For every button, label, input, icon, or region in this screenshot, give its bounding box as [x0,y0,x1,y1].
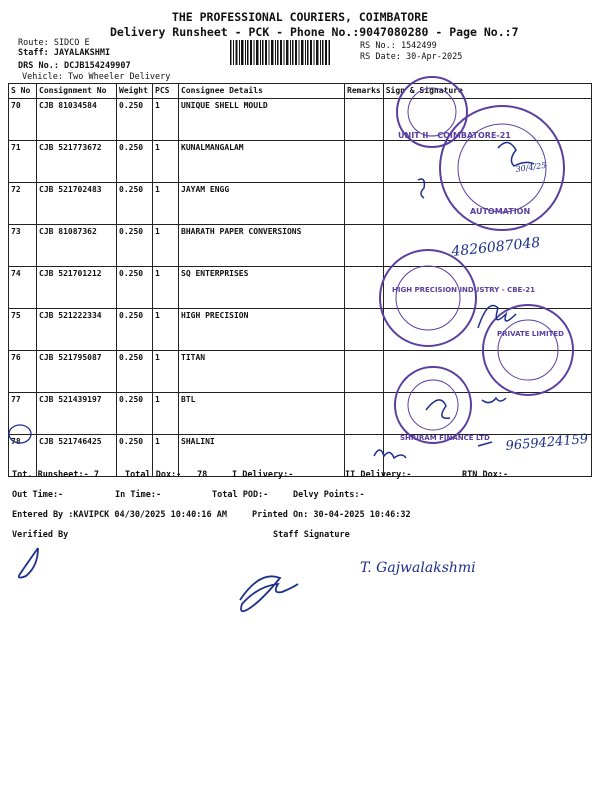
rs-date: RS Date: 30-Apr-2025 [360,52,463,62]
stamp-5-text: SHRIRAM FINANCE LTD [400,434,490,442]
stamp-4-text: PRIVATE LIMITED [497,330,564,338]
cell-consignee: SHALINI [179,435,345,477]
cell-consignee: BTL [179,393,345,435]
table-row [9,183,592,225]
total-pod: Total POD:- [212,490,269,500]
tot-runsheet: Tot. Runsheet:- 7 [12,470,99,480]
cell-sno: 72 [9,183,37,225]
cell-remarks [345,393,384,435]
barcode [230,40,330,65]
handwritten-phone-2: 9659424159 [505,431,589,454]
verified-by: Verified By [12,530,69,540]
cell-consignment: CJB 81034584 [37,99,117,141]
cell-pcs: 1 [153,99,179,141]
cell-pcs: 1 [153,309,179,351]
cell-sno: 78 [9,435,37,477]
cell-weight: 0.250 [117,267,153,309]
cell-sno: 71 [9,141,37,183]
cell-weight: 0.250 [117,141,153,183]
cell-pcs: 1 [153,435,179,477]
cell-consignee: SQ ENTERPRISES [179,267,345,309]
cell-consignment: CJB 521701212 [37,267,117,309]
col-header-consignee: Consignee Details [179,84,345,99]
cell-consignment: CJB 521773672 [37,141,117,183]
cell-weight: 0.250 [117,309,153,351]
staff-signature-label: Staff Signature [273,530,350,540]
rtn-dox: RTN Dox:- [462,470,509,480]
cell-pcs: 1 [153,183,179,225]
table-row [9,99,592,141]
cell-consignment: CJB 521702483 [37,183,117,225]
col-header-weight: Weight [117,84,153,99]
cell-consignment: CJB 81087362 [37,225,117,267]
route-label: Route: SIDCO E [18,38,90,48]
cell-weight: 0.250 [117,393,153,435]
cell-remarks [345,99,384,141]
table-header-row [9,84,592,99]
cell-weight: 0.250 [117,99,153,141]
table-row [9,141,592,183]
col-header-remarks: Remarks [345,84,384,99]
cell-remarks [345,141,384,183]
verified-by-signature [19,548,38,578]
cell-pcs: 1 [153,393,179,435]
cell-signature [383,141,591,183]
cell-pcs: 1 [153,267,179,309]
cell-remarks [345,183,384,225]
total-dox-value: 78 [197,470,208,480]
in-time: In Time:- [115,490,162,500]
entered-by: Entered By :KAVIPCK 04/30/2025 10:40:16 AM [12,510,227,520]
table-row [9,351,592,393]
col-header-pcs: PCS [153,84,179,99]
cell-consignee: JAYAM ENGG [179,183,345,225]
cell-consignment: CJB 521795087 [37,351,117,393]
table-row [9,309,592,351]
cell-remarks [345,267,384,309]
stamp-3-text: HIGH PRECISION INDUSTRY - CBE-21 [392,286,535,294]
cell-consignee: HIGH PRECISION [179,309,345,351]
col-header-consignment: Consignment No [37,84,117,99]
staff-label: Staff: JAYALAKSHMI [18,48,111,58]
cell-sno: 75 [9,309,37,351]
cell-consignment: CJB 521222334 [37,309,117,351]
vehicle-label: Vehicle: Two Wheeler Delivery [22,72,171,82]
table-row [9,267,592,309]
stamp-1-text: UNIT II - COIMBATORE-21 [398,131,511,140]
cell-weight: 0.250 [117,435,153,477]
staff-signature-scribble [240,576,298,611]
handwritten-phone-1: 4826087048 [450,234,542,260]
cell-consignee: KUNALMANGALAM [179,141,345,183]
cell-signature [383,225,591,267]
cell-weight: 0.250 [117,225,153,267]
cell-consignment: CJB 521746425 [37,435,117,477]
cell-consignee: UNIQUE SHELL MOULD [179,99,345,141]
cell-sno: 74 [9,267,37,309]
cell-remarks [345,351,384,393]
delvy-points: Delvy Points:- [293,490,365,500]
cell-pcs: 1 [153,141,179,183]
cell-pcs: 1 [153,225,179,267]
printed-on: Printed On: 30-04-2025 10:46:32 [252,510,411,520]
cell-sno: 70 [9,99,37,141]
cell-weight: 0.250 [117,183,153,225]
ii-delivery: II Delivery:- [345,470,412,480]
cell-sno: 73 [9,225,37,267]
cell-consignment: CJB 521439197 [37,393,117,435]
cell-signature [383,267,591,309]
table-row [9,393,592,435]
cell-signature [383,309,591,351]
cell-signature [383,393,591,435]
cell-signature [383,99,591,141]
total-dox-label: Total Dox:- [125,470,182,480]
runsheet-subtitle: Delivery Runsheet - PCK - Phone No.:9047080280 - Page No.:7 [110,25,519,39]
cell-signature [383,351,591,393]
cell-pcs: 1 [153,351,179,393]
drs-label: DRS No.: DCJB154249907 [18,61,131,71]
col-header-sno: S No [9,84,37,99]
rs-number: RS No.: 1542499 [360,41,437,51]
i-delivery: I Delivery:- [232,470,294,480]
cell-sno: 77 [9,393,37,435]
out-time: Out Time:- [12,490,64,500]
cell-remarks [345,225,384,267]
runsheet-table [8,83,592,477]
cell-sno: 76 [9,351,37,393]
company-title: THE PROFESSIONAL COURIERS, COIMBATORE [171,10,429,24]
handwritten-date: 30/4/25 [515,160,547,174]
cell-weight: 0.250 [117,351,153,393]
cell-signature [383,183,591,225]
handwritten-staff-name: T. Gajwalakshmi [360,560,476,576]
cell-consignee: TITAN [179,351,345,393]
table-row [9,225,592,267]
stamp-2-text: AUTOMATION [470,207,531,216]
col-header-signature: Sign & Signature [383,84,591,99]
cell-remarks [345,309,384,351]
cell-consignee: BHARATH PAPER CONVERSIONS [179,225,345,267]
